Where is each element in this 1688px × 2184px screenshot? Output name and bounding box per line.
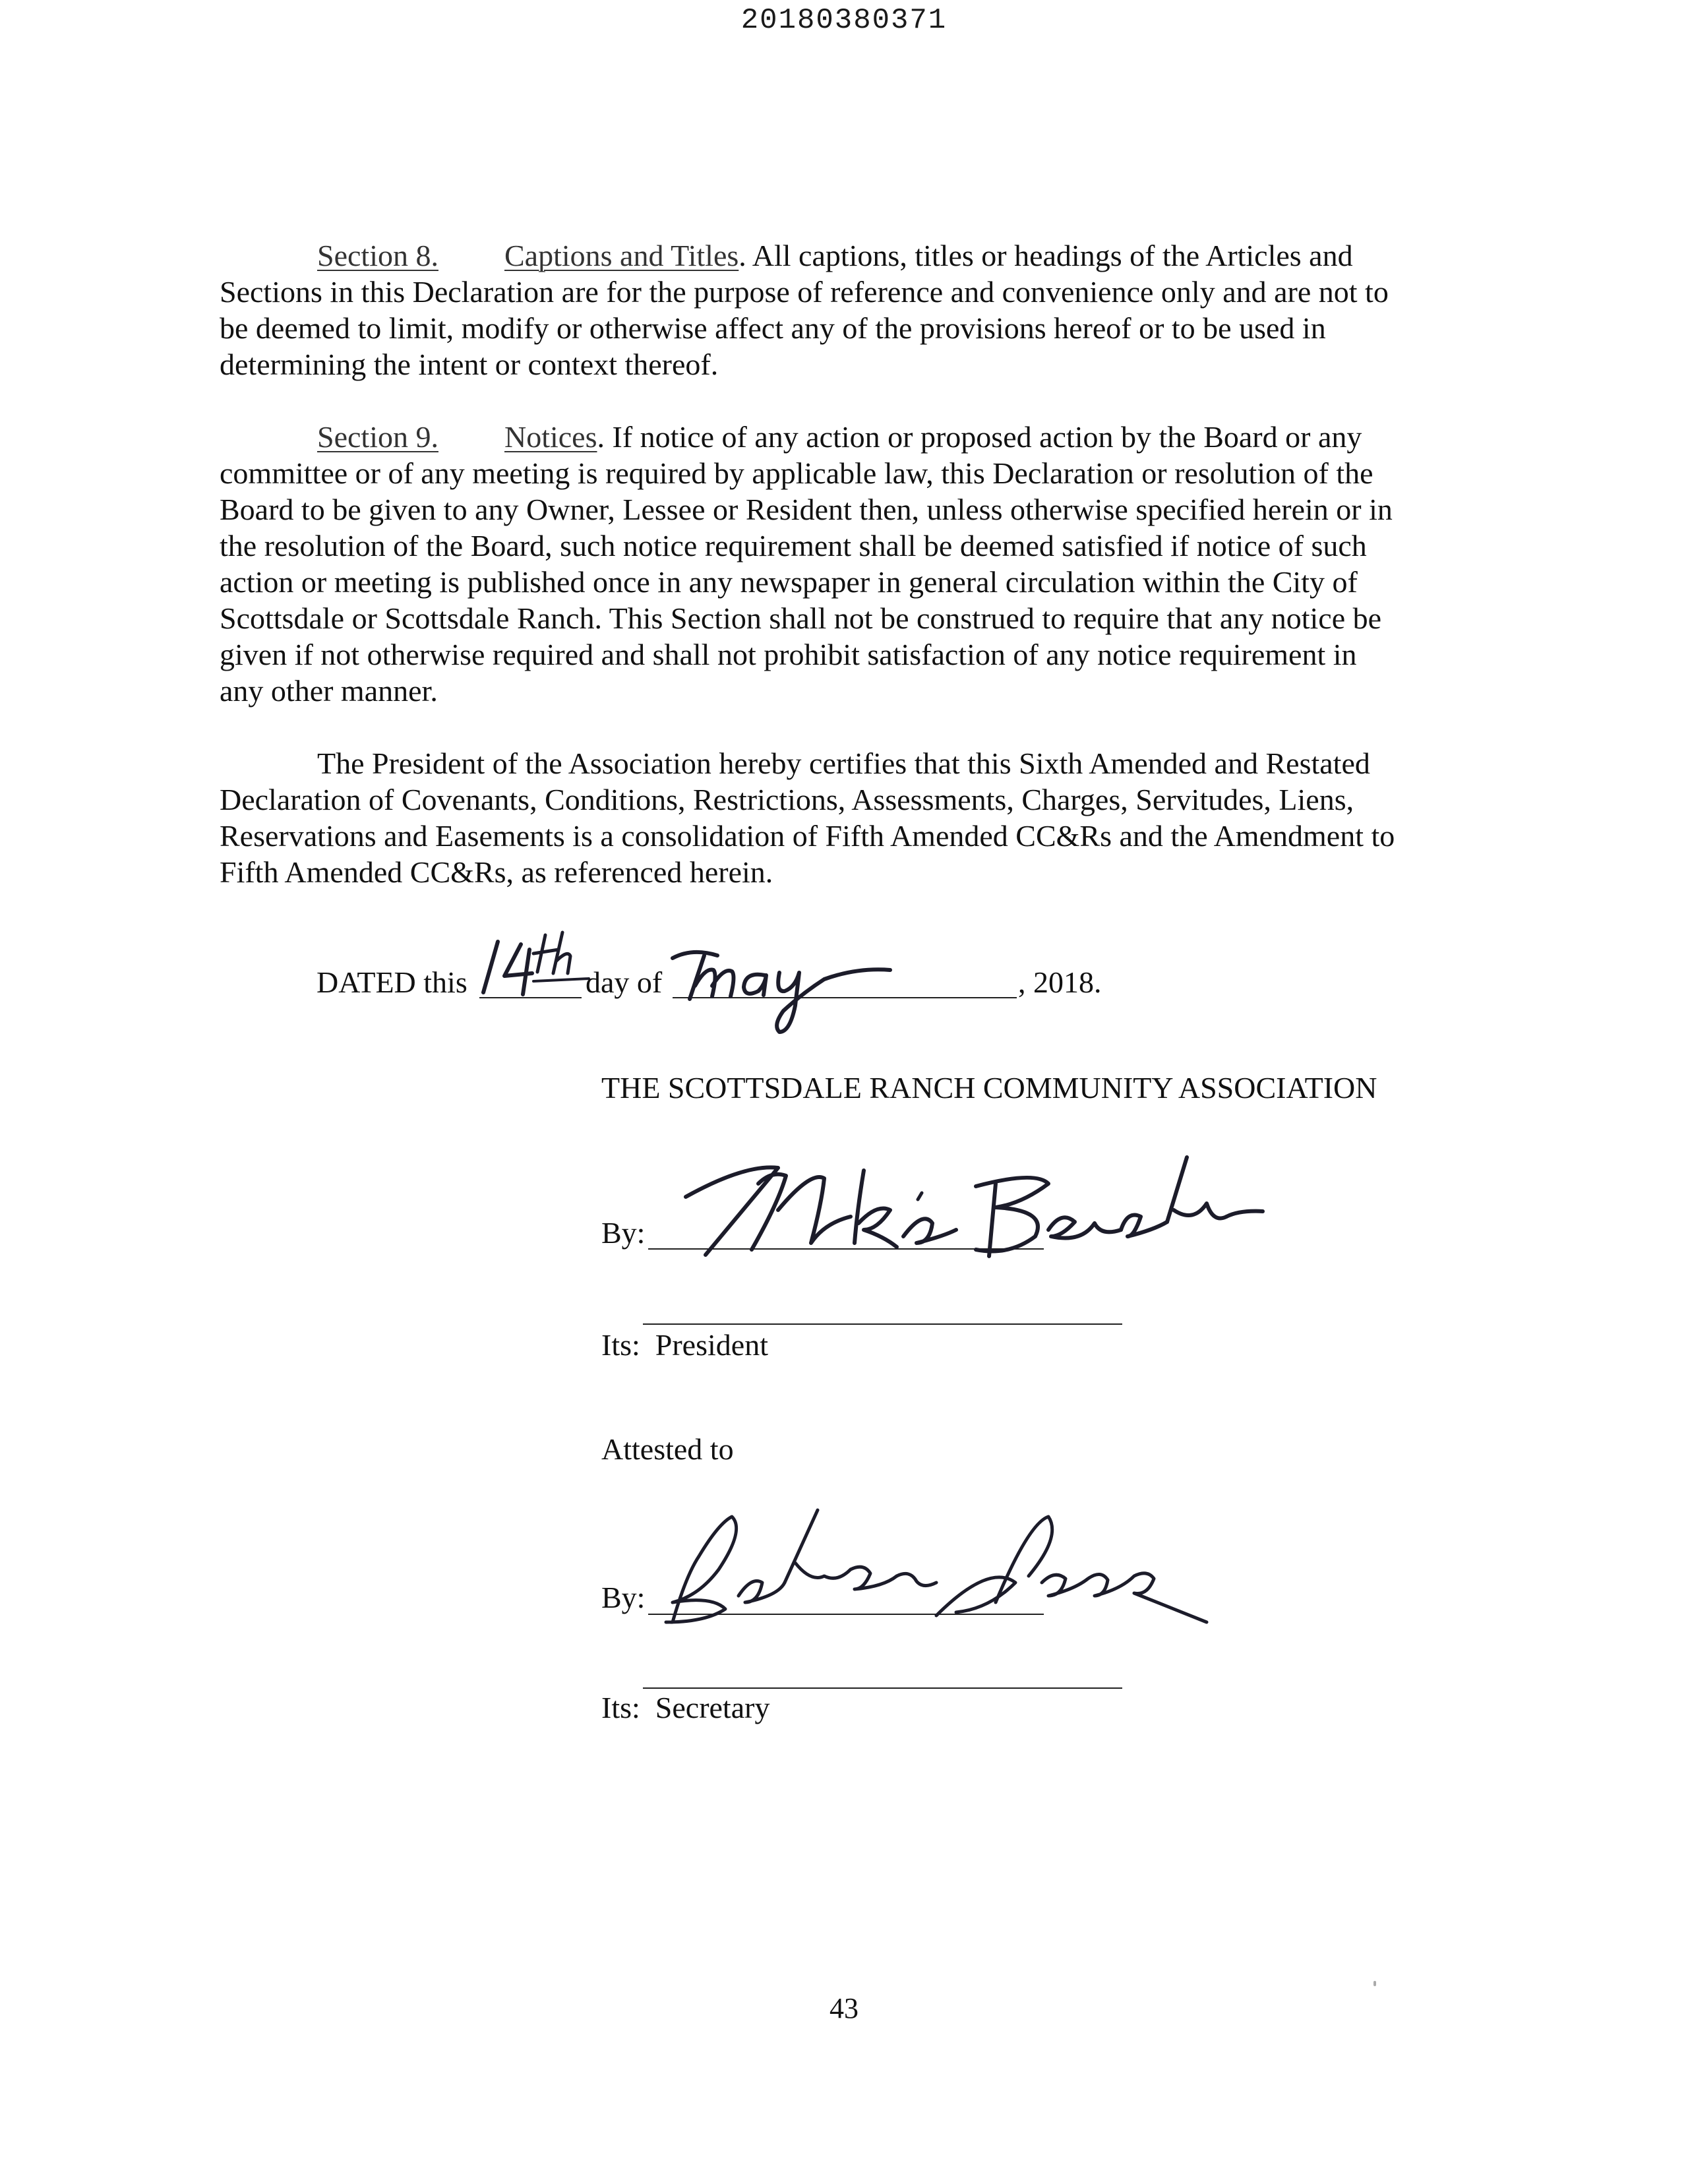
certification-line-4: Fifth Amended CC&Rs, as referenced herein. — [220, 855, 773, 889]
section-8-number: Section 8. — [317, 239, 438, 272]
certification-line-3: Reservations and Easements is a consolidation of Fifth Amended CC&Rs and the Amendment to — [220, 819, 1395, 853]
section-9-line-6: Scottsdale or Scottsdale Ranch. This Section shall not be construed to require that any notice be — [220, 601, 1382, 635]
dated-middle: day of — [586, 965, 663, 999]
section-8-text: . All captions, titles or headings of the Articles and — [738, 239, 1353, 272]
section-9-line-8: any other manner. — [220, 674, 438, 708]
section-8-title: Captions and Titles — [504, 239, 739, 272]
section-9-paragraph — [220, 419, 1472, 709]
signer-2-name-line — [643, 1687, 1122, 1689]
handwritten-day — [471, 930, 597, 1002]
section-9-line-5: action or meeting is published once in any newspaper in general circulation within the City of — [220, 565, 1358, 599]
section-9-line-2: committee or of any meeting is required by applicable law, this Declaration or resolution of the — [220, 456, 1373, 490]
handwritten-month — [666, 933, 917, 1039]
certification-paragraph — [220, 745, 1472, 890]
signer-2-title: Secretary — [655, 1691, 770, 1724]
signer-1-by-label: By: — [601, 1216, 646, 1250]
section-9-line-4: the resolution of the Board, such notice requirement shall be deemed satisfied if notice of such — [220, 529, 1367, 562]
signer-1-its-label: Its: — [601, 1328, 640, 1362]
signature-secretary — [646, 1497, 1213, 1635]
section-9-number: Section 9. — [317, 420, 438, 454]
section-9-line-1 — [220, 419, 1472, 455]
signer-2-its — [601, 1689, 769, 1726]
document-number: 20180380371 — [740, 4, 948, 37]
scan-speck — [1373, 1981, 1376, 1986]
section-9-text: . If notice of any action or proposed action by the Board or any — [597, 420, 1362, 454]
signer-1-its — [601, 1327, 768, 1363]
section-8-line-3: be deemed to limit, modify or otherwise affect any of the provisions hereof or to be used in — [220, 311, 1326, 345]
page-number: 43 — [829, 1992, 859, 2024]
section-8-line-2: Sections in this Declaration are for the purpose of reference and convenience only and are not to — [220, 275, 1389, 309]
section-8-line-1 — [220, 237, 1472, 274]
attested-label: Attested to — [601, 1432, 734, 1466]
signer-1-name-line — [643, 1323, 1122, 1325]
section-9-line-7: given if not otherwise required and shall not prohibit satisfaction of any notice requirement in — [220, 638, 1357, 671]
dated-prefix: DATED this — [316, 965, 467, 999]
section-8-line-4: determining the intent or context thereof. — [220, 348, 719, 381]
section-9-line-3: Board to be given to any Owner, Lessee or Resident then, unless otherwise specified herein or in — [220, 493, 1393, 526]
certification-line-1: The President of the Association hereby certifies that this Sixth Amended and Restated — [317, 746, 1370, 780]
certification-line-2: Declaration of Covenants, Conditions, Restrictions, Assessments, Charges, Servitudes, Liens, — [220, 783, 1354, 816]
signer-2-its-label: Its: — [601, 1691, 640, 1724]
section-9-title: Notices — [504, 420, 597, 454]
signature-president — [666, 1144, 1273, 1269]
association-name: THE SCOTTSDALE RANCH COMMUNITY ASSOCIATION — [601, 1071, 1377, 1105]
section-8-paragraph — [220, 237, 1472, 382]
dated-suffix: , 2018. — [1018, 965, 1102, 999]
signer-1-title: President — [655, 1328, 768, 1362]
signer-2-by-label: By: — [601, 1581, 646, 1614]
